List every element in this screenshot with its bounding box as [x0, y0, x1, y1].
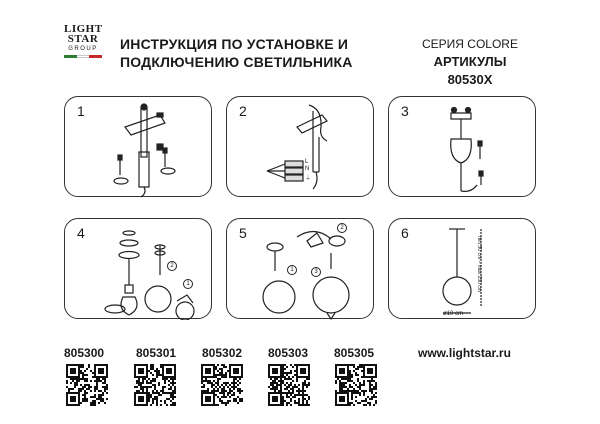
step-6-panel — [388, 218, 536, 319]
brand-logo — [64, 24, 102, 58]
step-number: 5 — [239, 225, 247, 241]
step-4-panel — [64, 218, 212, 319]
article-number: 805305 — [334, 346, 375, 360]
logo-stripe — [64, 55, 102, 58]
callout-3: 3 — [311, 267, 321, 277]
step-5-illustration — [227, 219, 375, 320]
logo-line-3: GROUP — [68, 46, 98, 52]
pendant-lamp-icon — [443, 277, 471, 305]
document-title — [120, 35, 353, 71]
step-number: 2 — [239, 103, 247, 119]
screw-icon — [114, 155, 128, 184]
ceiling-bracket-icon — [125, 115, 165, 135]
wire-label-ground: ⏚ — [305, 176, 312, 182]
qr-code-icon — [66, 364, 108, 406]
callout-1: 1 — [183, 279, 193, 289]
qr-code-icon — [268, 364, 310, 406]
qr-code-icon — [201, 364, 243, 406]
pendant-lamp-icon — [263, 281, 295, 313]
qr-code-icon — [134, 364, 176, 406]
step-1-panel — [64, 96, 212, 197]
step-2-illustration — [227, 97, 375, 198]
article-range: АРТИКУЛЫ 80530X — [433, 54, 507, 87]
step-2-panel — [226, 96, 374, 197]
callout-2: 2 — [337, 223, 347, 233]
height-dimension: min 50 cm – max 150 cm — [475, 236, 482, 292]
step-number: 4 — [77, 225, 85, 241]
series-label: СЕРИЯ COLORE — [422, 37, 518, 51]
website-link[interactable]: www.lightstar.ru — [418, 346, 511, 360]
pendant-lamp-icon — [451, 139, 472, 163]
callout-1: 1 — [287, 265, 297, 275]
step-1-illustration — [65, 97, 213, 198]
step-5-panel — [226, 218, 374, 319]
step-6-illustration — [389, 219, 537, 320]
wire-connector-icon — [267, 161, 303, 181]
step-3-illustration — [389, 97, 537, 198]
step-number: 3 — [401, 103, 409, 119]
article-number: 805300 — [64, 346, 105, 360]
article-number: 805301 — [136, 346, 177, 360]
title-line-1: ИНСТРУКЦИЯ ПО УСТАНОВКЕ И — [120, 36, 349, 52]
callout-2: 2 — [167, 261, 177, 271]
step-number: 6 — [401, 225, 409, 241]
qr-code-icon — [335, 364, 377, 406]
wire-label-l: L — [305, 159, 309, 165]
wire-label-n: N — [305, 166, 310, 172]
step-3-panel — [388, 96, 536, 197]
width-dimension: ø10 cm — [443, 311, 464, 317]
article-number: 805303 — [268, 346, 309, 360]
screw-icon — [161, 148, 175, 174]
pendant-lamp-icon — [313, 277, 349, 313]
series-block — [410, 35, 530, 89]
step-number: 1 — [77, 103, 85, 119]
step-4-illustration — [65, 219, 213, 320]
logo-line-2: STAR — [67, 33, 99, 45]
pendant-lamp-icon — [145, 286, 171, 312]
article-number: 805302 — [202, 346, 243, 360]
logo-line-1: LIGHT — [64, 23, 103, 35]
title-line-2: ПОДКЛЮЧЕНИЮ СВЕТИЛЬНИКА — [120, 54, 353, 70]
